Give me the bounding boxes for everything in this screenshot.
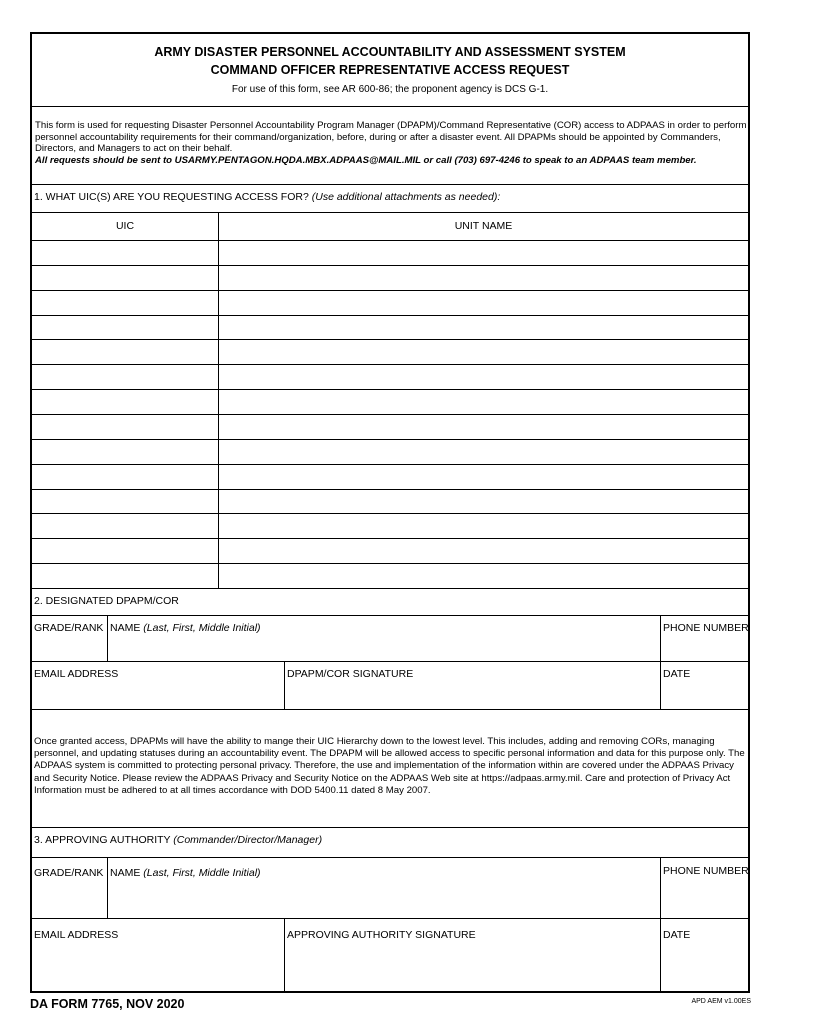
section3-name-text: NAME bbox=[110, 867, 141, 879]
unit-name-cell[interactable] bbox=[218, 365, 748, 389]
uic-table-row bbox=[32, 564, 748, 589]
uic-table-row bbox=[32, 539, 748, 564]
form-header bbox=[32, 34, 748, 107]
section3-date-field[interactable] bbox=[660, 919, 748, 993]
uic-table-row bbox=[32, 241, 748, 266]
section2-phone-field[interactable] bbox=[660, 616, 748, 661]
section3-name-row bbox=[32, 858, 748, 919]
uic-cell[interactable] bbox=[32, 316, 218, 340]
section3-name-field[interactable] bbox=[107, 858, 660, 918]
privacy-text: Once granted access, DPAPMs will have the ability to mange their UIC Hierarchy down to the lowest level. This includes, adding and removing CORs, managing personnel, and updating statuses during an accountability event. The DPAPM will be allowed access to specific personal information and data for this purpose only. The ADPAAS system is committed to protecting personal privacy. Therefore, the use and implementation of the information within are covered under the ADPAAS Privacy and Security Notice. Please review the ADPAAS Privacy and Security Notice on the ADPAAS Web site at https://adpaas.army.mil. Care and protection of Privacy Act Information must be adhered to at all times accordance with DOD 5400.11 dated 8 May 2007. bbox=[34, 736, 745, 796]
section1-note: (Use additional attachments as needed): bbox=[311, 191, 501, 203]
unit-name-cell[interactable] bbox=[218, 241, 748, 265]
section1-label bbox=[34, 191, 500, 203]
unit-name-cell[interactable] bbox=[218, 291, 748, 315]
section3-signature-row bbox=[32, 919, 748, 993]
section2-name-label bbox=[110, 622, 261, 634]
section2-heading bbox=[32, 589, 748, 616]
uic-cell[interactable] bbox=[32, 365, 218, 389]
section2-label: 2. DESIGNATED DPAPM/COR bbox=[34, 595, 179, 607]
section3-date-label: DATE bbox=[663, 929, 691, 941]
uic-cell[interactable] bbox=[32, 514, 218, 538]
unit-name-cell[interactable] bbox=[218, 440, 748, 464]
access-request-form bbox=[30, 32, 750, 993]
uic-cell[interactable] bbox=[32, 465, 218, 489]
form-version: APD AEM v1.00ES bbox=[691, 998, 751, 1005]
uic-table-row bbox=[32, 415, 748, 440]
unit-name-cell[interactable] bbox=[218, 490, 748, 514]
uic-cell[interactable] bbox=[32, 291, 218, 315]
section1-title: 1. WHAT UIC(S) ARE YOU REQUESTING ACCESS FOR? bbox=[34, 191, 309, 203]
section2-signature-row bbox=[32, 662, 748, 710]
unit-name-cell[interactable] bbox=[218, 564, 748, 588]
uic-cell[interactable] bbox=[32, 266, 218, 290]
privacy-notice bbox=[32, 710, 748, 828]
unit-name-cell[interactable] bbox=[218, 316, 748, 340]
uic-cell[interactable] bbox=[32, 415, 218, 439]
uic-table-row bbox=[32, 316, 748, 341]
unit-name-cell[interactable] bbox=[218, 465, 748, 489]
intro-contact: All requests should be sent to USARMY.PENTAGON.HQDA.MBX.ADPAAS@MAIL.MIL or call (703) 697-4246 to speak to an ADPAAS team member. bbox=[35, 154, 697, 166]
form-title-line1: ARMY DISASTER PERSONNEL ACCOUNTABILITY AND ASSESSMENT SYSTEM bbox=[154, 45, 626, 59]
uic-cell[interactable] bbox=[32, 390, 218, 414]
section2-grade-rank-field[interactable] bbox=[32, 616, 107, 661]
uic-table-row bbox=[32, 365, 748, 390]
intro-text bbox=[35, 120, 747, 166]
section2-email-label: EMAIL ADDRESS bbox=[34, 668, 119, 680]
uic-table-row bbox=[32, 490, 748, 515]
unit-name-cell[interactable] bbox=[218, 415, 748, 439]
unit-name-cell[interactable] bbox=[218, 514, 748, 538]
section3-email-field[interactable] bbox=[32, 919, 284, 993]
section2-grade-rank-label: GRADE/RANK bbox=[34, 622, 104, 634]
section1-heading bbox=[32, 185, 748, 213]
form-subtitle: For use of this form, see AR 600-86; the proponent agency is DCS G-1. bbox=[231, 84, 549, 95]
uic-table-row bbox=[32, 465, 748, 490]
uic-table-row bbox=[32, 266, 748, 291]
section3-phone-field[interactable] bbox=[660, 858, 748, 918]
section3-grade-rank-label: GRADE/RANK bbox=[34, 867, 104, 879]
section3-signature-label: APPROVING AUTHORITY SIGNATURE bbox=[287, 929, 476, 941]
section3-name-note: (Last, First, Middle Initial) bbox=[143, 867, 261, 879]
uic-cell[interactable] bbox=[32, 340, 218, 364]
unit-name-cell[interactable] bbox=[218, 539, 748, 563]
section3-name-label bbox=[110, 867, 261, 879]
unit-name-cell[interactable] bbox=[218, 340, 748, 364]
uic-table-row bbox=[32, 340, 748, 365]
section3-grade-rank-field[interactable] bbox=[32, 858, 107, 918]
section3-heading bbox=[32, 828, 748, 858]
section3-label bbox=[34, 834, 322, 846]
section2-signature-field[interactable] bbox=[284, 662, 660, 709]
intro-section bbox=[32, 107, 748, 185]
section2-phone-label: PHONE NUMBER bbox=[663, 622, 749, 634]
section2-date-field[interactable] bbox=[660, 662, 748, 709]
section2-name-text: NAME bbox=[110, 622, 141, 634]
uic-column-header: UIC bbox=[115, 220, 135, 232]
uic-table-row bbox=[32, 440, 748, 465]
unit-name-column-header: UNIT NAME bbox=[218, 213, 748, 240]
section2-name-row bbox=[32, 616, 748, 662]
unit-name-cell[interactable] bbox=[218, 266, 748, 290]
section3-email-label: EMAIL ADDRESS bbox=[34, 929, 119, 941]
uic-table-row bbox=[32, 514, 748, 539]
uic-cell[interactable] bbox=[32, 440, 218, 464]
uic-table-row bbox=[32, 390, 748, 415]
section3-title: 3. APPROVING AUTHORITY bbox=[34, 834, 171, 846]
section2-name-note: (Last, First, Middle Initial) bbox=[143, 622, 261, 634]
section2-signature-label: DPAPM/COR SIGNATURE bbox=[287, 668, 414, 680]
section3-phone-label: PHONE NUMBER bbox=[663, 865, 749, 877]
uic-cell[interactable] bbox=[32, 539, 218, 563]
section2-email-field[interactable] bbox=[32, 662, 284, 709]
uic-table-header bbox=[32, 213, 748, 241]
section2-date-label: DATE bbox=[663, 668, 691, 680]
intro-description: This form is used for requesting Disaster Personnel Accountability Program Manager (DPAPM)/Command Representative (COR) access to ADPAAS in order to perform personnel accountability requirements for their command/organization, before, during or after a disaster event. All DPAPMs should be appointed by Commanders, Directors, and Managers to act on their behalf. bbox=[35, 120, 747, 154]
uic-table-row bbox=[32, 291, 748, 316]
form-number: DA FORM 7765, NOV 2020 bbox=[30, 997, 185, 1011]
unit-name-cell[interactable] bbox=[218, 390, 748, 414]
section3-signature-field[interactable] bbox=[284, 919, 660, 993]
section2-name-field[interactable] bbox=[107, 616, 660, 661]
form-title-line2: COMMAND OFFICER REPRESENTATIVE ACCESS REQUEST bbox=[210, 63, 570, 77]
uic-cell[interactable] bbox=[32, 490, 218, 514]
uic-cell[interactable] bbox=[32, 241, 218, 265]
uic-cell[interactable] bbox=[32, 564, 218, 588]
section3-note: (Commander/Director/Manager) bbox=[173, 834, 323, 846]
